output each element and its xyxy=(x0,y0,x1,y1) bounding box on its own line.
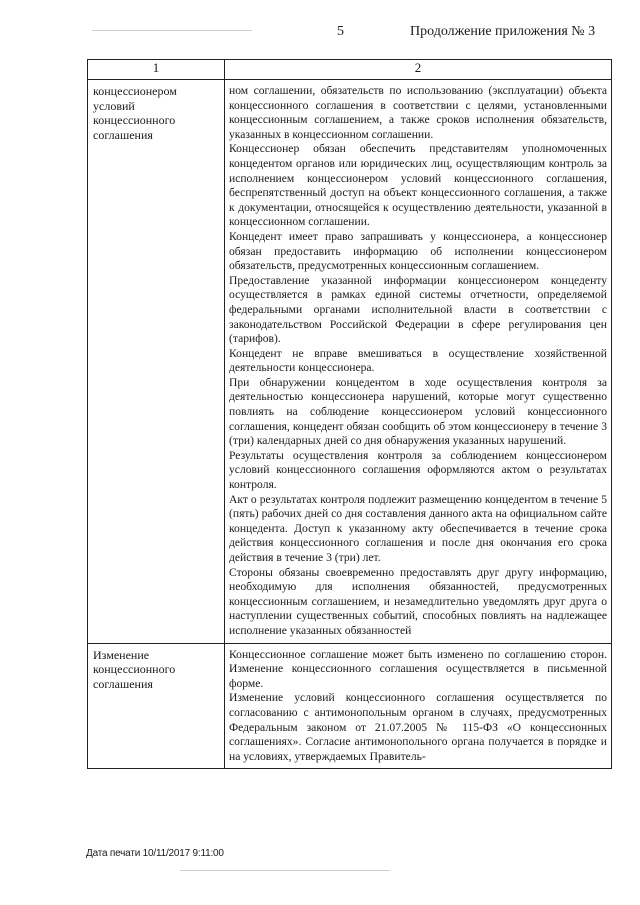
paragraph: Концессионное соглашение может быть изменено по соглашению сторон. Изменение концессионного соглашения осуществляется в письменной форме. xyxy=(229,647,607,690)
paragraph: Изменение условий концессионного соглашения осуществляется по согласованию с антимонопольным органом в случаях, предусмотренных Федеральным законом от 21.07.2005 № 115-ФЗ «О концессионных соглашениях». Согласие антимонопольного органа получается в порядке и на условиях, утверждаемых Правитель- xyxy=(229,691,607,763)
paragraph: Предоставление указанной информации концессионером концеденту осуществляется в рамках единой системы отчетности, определяемой федеральными органами исполнительной власти в соответствии с законодательством Российской Федерации в сфере регулирования цен (тарифов). xyxy=(229,273,607,346)
paragraph: Стороны обязаны своевременно предоставлять друг другу информацию, необходимую для исполнения обязанностей, предусмотренных концессионным соглашением, и незамедлительно уведомлять друг друга о наступлении существенных событий, способных повлиять на надлежащее исполнение указанных обязанностей xyxy=(229,565,607,637)
row-label-amendment: Изменение концессионного соглашения xyxy=(88,643,225,769)
paragraph: Концедент имеет право запрашивать у концессионера, а концессионер обязан предоставить информацию об исполнении концессионером обязательств, предусмотренных концессионным соглашением. xyxy=(229,229,607,273)
page-number: 5 xyxy=(337,24,344,39)
paragraph: Концедент не вправе вмешиваться в осуществление хозяйственной деятельности концессионера. xyxy=(229,346,607,375)
appendix-continuation-label: Продолжение приложения № 3 xyxy=(410,24,596,39)
paragraph: Концессионер обязан обеспечить представителям уполномоченных концедентом органов или юридических лиц, осуществляющим контроль за исполнением концессионером условий концессионного соглашения, беспрепятственный доступ на объект концессионного соглашения, а также к документации, относящейся к осуществлению деятельности, указанной в концессионном соглашении. xyxy=(229,142,607,229)
paragraph: ном соглашении, обязательств по использованию (эксплуатации) объекта концессионного соглашения в соответствии с целями, установленными концессионным соглашением, а также сроков исполнения обязательств, указанных в концессионном соглашении. xyxy=(229,84,607,141)
column-header-2: 2 xyxy=(225,60,612,80)
print-date: Дата печати 10/11/2017 9:11:00 xyxy=(86,848,224,859)
paragraph: Результаты осуществления контроля за соблюдением концессионером условий концессионного соглашения оформляются актом о результатах контроля. xyxy=(229,448,607,492)
scan-artifact xyxy=(92,30,252,31)
document-table xyxy=(87,59,612,769)
row-label-control: концессионером условий концессионного соглашения xyxy=(88,80,225,644)
column-header-1: 1 xyxy=(88,60,225,80)
paragraph: Акт о результатах контроля подлежит размещению концедентом в течение 5 (пять) рабочих дней со дня составления данного акта на официальном сайте концедента. Доступ к указанному акту обеспечивается в течение срока действия концессионного соглашения и после дня окончания его срока действия в течение 3 (три) лет. xyxy=(229,492,607,564)
row-content-control xyxy=(225,80,612,644)
paragraph: При обнаружении концедентом в ходе осуществления контроля за деятельностью концессионера нарушений, которые могут существенно повлиять на соблюдение концессионером условий концессионного соглашения, концедент обязан сообщить об этом концессионеру в течение 3 (три) календарных дней со дня обнаружения указанных нарушений. xyxy=(229,375,607,448)
table-header-row xyxy=(88,60,612,80)
table-row xyxy=(88,80,612,644)
scan-artifact xyxy=(180,870,390,871)
row-content-amendment xyxy=(225,643,612,769)
table-row xyxy=(88,643,612,769)
